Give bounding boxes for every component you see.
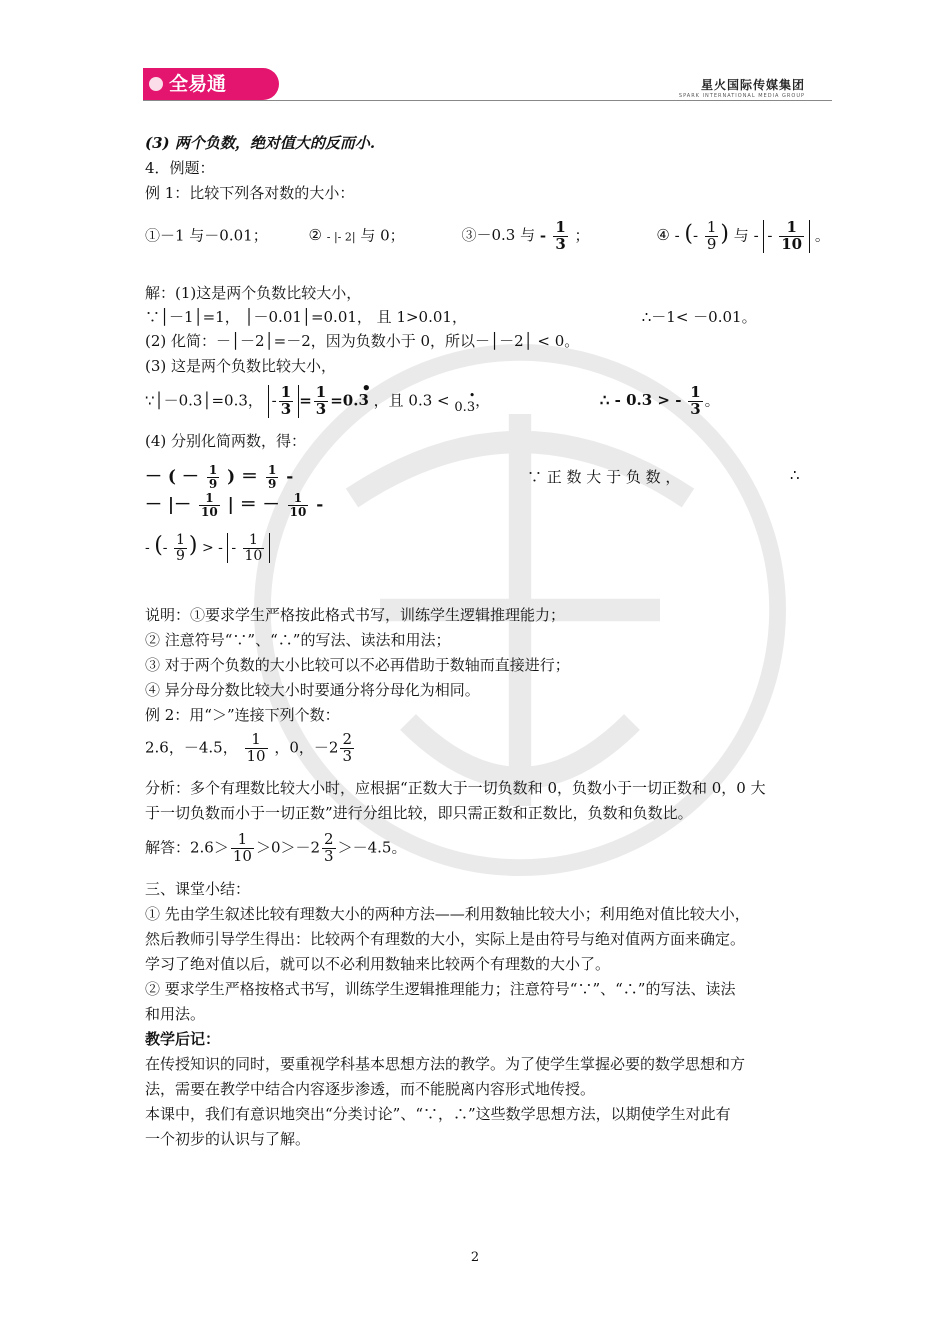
brand-name-en: SPARK INTERNATIONAL MEDIA GROUP — [678, 93, 805, 99]
positive-greater-than-negative: ∵ 正 数 大 于 负 数 ， — [527, 468, 681, 486]
denominator: 10 — [289, 505, 307, 519]
note-4: ④ 异分母分数比较大小时要通分将分母化为相同。 — [145, 681, 480, 699]
item-four-inner-sign: - — [693, 226, 703, 245]
denominator: 9 — [175, 547, 185, 564]
denominator: 3 — [315, 399, 327, 418]
comma: ， — [475, 391, 491, 410]
brand-logo: 全易通 — [143, 68, 279, 100]
denominator: 10 — [201, 505, 218, 519]
item-two-number: ② — [308, 226, 322, 245]
solution-three — [145, 379, 720, 418]
fraction-one-third-b — [314, 385, 328, 418]
numbers-mid: ，0，－2 — [274, 738, 339, 757]
numerator: 1 — [315, 383, 327, 401]
denominator: 3 — [280, 399, 292, 418]
fraction-one-ninth — [207, 464, 219, 490]
repeating-decimal-prefix: =0. — [330, 391, 359, 410]
summary-line-3: 学习了绝对值以后，就可以不必利用数轴来比较两个有理数的大小了。 — [145, 955, 611, 973]
example-one-title: 例 1：比较下列各对数的大小： — [145, 184, 355, 202]
abs-neg-tenth — [227, 533, 270, 563]
section-four-heading: 4．例题： — [145, 159, 215, 177]
repeating-digit-small — [466, 389, 476, 416]
solution-three-therefore: ∴ - 0.3 > - — [599, 391, 682, 410]
numerator: 1 — [231, 832, 254, 849]
denominator: 3 — [555, 234, 566, 253]
item-three-sign: - — [539, 226, 552, 245]
item-four-number: ④ — [656, 226, 670, 245]
simplify-row-one — [145, 462, 293, 491]
header-divider — [143, 100, 832, 101]
solution-three-and: ，且 0.3 < — [373, 391, 450, 410]
note-2: ② 注意符号“∵”、“∴”的写法、读法和用法； — [145, 631, 451, 649]
postscript-line-3: 本课中，我们有意识地突出“分类讨论”、“∵，∴”这些数学思想方法，以期使学生对此有 — [145, 1105, 731, 1123]
minus-sign: - — [271, 391, 277, 410]
row-two-mid: | ＝ － — [227, 495, 280, 515]
item-four-sign-b: - — [753, 226, 764, 245]
repeat-dot: • — [361, 379, 372, 398]
numerator: 1 — [208, 463, 218, 478]
brand-name-cn: 星火国际传媒集团 — [700, 78, 805, 92]
numerator: 2 — [324, 830, 334, 848]
solution-intro: 解：(1)这是两个负数比较大小， — [145, 284, 362, 302]
fraction-one-tenth-b — [288, 492, 309, 518]
repeating-digit — [358, 379, 372, 410]
postscript-line-1: 在传授知识的同时，要重视学科基本思想方法的教学。为了使学生掌握必要的数学思想和方 — [145, 1055, 746, 1073]
fraction-one-ninth — [705, 220, 719, 253]
summary-line-5: 和用法。 — [145, 1005, 206, 1023]
answer — [145, 832, 406, 865]
fraction-one-tenth — [199, 492, 220, 518]
row-one-tail: - — [286, 467, 294, 487]
digit: 3 — [466, 400, 476, 416]
answer-head: 解答：2.6＞ — [145, 838, 229, 857]
denominator: 9 — [267, 477, 277, 491]
repeating-decimal-small — [454, 389, 476, 416]
decimal-prefix: 0. — [454, 400, 467, 416]
row-one-mid: ) ＝ — [227, 467, 259, 487]
answer-mid: ＞0＞－2 — [255, 838, 321, 857]
denominator: 3 — [342, 746, 353, 765]
denominator: 10 — [232, 846, 252, 865]
numerator: 1 — [706, 218, 717, 236]
sign-a: - — [145, 540, 155, 557]
item-three-tail: ； — [574, 226, 590, 245]
abs-neg-third — [268, 385, 300, 418]
row-one-head: － ( － — [145, 467, 199, 487]
note-3: ③ 对于两个负数的大小比较可以不必再借助于数轴而直接进行； — [145, 656, 570, 674]
item-one: ①－1 与－0.01； — [145, 226, 268, 245]
row-two-head: － |－ — [145, 495, 192, 515]
numerator: 1 — [555, 218, 566, 236]
fraction-one-third — [553, 220, 567, 253]
item-four-and: 与 — [733, 226, 749, 245]
denominator: 10 — [244, 547, 263, 564]
rule-three: (3) 两个负数，绝对值大的反而小. — [145, 134, 376, 152]
postscript-title: 教学后记： — [145, 1030, 221, 1048]
analysis-line-1: 分析：多个有理数比较大小时，应根据“正数大于一切负数和 0，负数小于一切正数和 0，0 大 — [145, 779, 766, 797]
solution-one — [145, 306, 757, 327]
paren-open: ( — [154, 533, 163, 559]
item-four-tail: 。 — [814, 226, 830, 245]
fraction-one-tenth — [779, 220, 804, 253]
row-two-tail: - — [316, 495, 324, 515]
item-three-head: ③－0.3 与 — [461, 226, 536, 245]
simplify-row-two — [145, 490, 323, 519]
note-1: 说明：①要求学生严格按此格式书写，训练学生逻辑推理能力； — [145, 606, 566, 624]
paren-close: ) — [188, 533, 198, 559]
fraction-two-thirds — [340, 732, 354, 765]
fraction-one-third-c — [688, 385, 702, 418]
numerator: 2 — [342, 730, 353, 748]
numerator: 1 — [175, 532, 185, 548]
repeat-dot: • — [468, 389, 476, 403]
numerator: 1 — [267, 463, 277, 478]
denominator: 3 — [324, 846, 334, 865]
solution-one-therefore: ∴－1< －0.01。 — [641, 308, 757, 326]
analysis-line-2: 于一切负数而小于一切正数”进行分组比较，即只需正数和正数比，负数和负数比。 — [145, 804, 693, 822]
denominator: 10 — [246, 746, 266, 765]
publisher-brand — [679, 76, 805, 99]
numerator: 1 — [280, 383, 292, 401]
example-two-numbers — [145, 732, 356, 765]
solution-four-intro: (4) 分别化简两数，得： — [145, 432, 307, 450]
numbers-head: 2.6，－4.5， — [145, 738, 238, 757]
solution-three-intro: (3) 这是两个负数比较大小， — [145, 357, 337, 375]
therefore-symbol: ∴ — [790, 466, 800, 484]
item-four-sign: - — [674, 226, 685, 245]
numerator: 1 — [779, 220, 804, 237]
solution-two: (2) 化简：－│－2│=－2，因为负数小于 0，所以－│－2│ < 0。 — [145, 332, 580, 350]
example-two-title: 例 2：用“＞”连接下列个数： — [145, 706, 340, 724]
fraction-one-tenth — [243, 533, 265, 563]
denominator: 9 — [706, 234, 717, 253]
numerator: 1 — [199, 492, 220, 506]
numerator: 1 — [690, 383, 701, 401]
digit: 3 — [358, 391, 369, 410]
fraction-one-ninth-b — [266, 464, 278, 490]
fraction-one-third — [279, 385, 293, 418]
denominator: 9 — [208, 477, 218, 491]
denominator: 10 — [781, 234, 803, 253]
sign-d: - — [231, 540, 241, 557]
numerator: 1 — [243, 533, 265, 549]
postscript-line-2: 法，需要在教学中结合内容逐步渗透，而不能脱离内容形式地传授。 — [145, 1080, 596, 1098]
greater-sign: > - — [201, 540, 228, 557]
item-two-expr: - |- 2| — [326, 230, 356, 244]
solution-three-because: ∵│－0.3│=0.3， — [145, 391, 263, 410]
abs-inner-sign: - — [767, 226, 778, 245]
page-number: 2 — [470, 1250, 480, 1265]
postscript-line-4: 一个初步的认识与了解。 — [145, 1130, 311, 1148]
solution-one-because: ∵│－1│=1， │－0.01│=0.01， 且 1>0.01， — [145, 308, 467, 326]
answer-tail: ＞－4.5。 — [337, 838, 407, 857]
paren-close: ) — [720, 221, 729, 247]
paren-open: ( — [684, 221, 693, 247]
example-one-items — [145, 220, 830, 253]
abs-value — [763, 220, 810, 253]
period: 。 — [704, 391, 720, 410]
fraction-one-ninth — [174, 533, 187, 563]
fraction-one-tenth — [245, 732, 268, 765]
numerator: 1 — [288, 492, 309, 506]
numerator: 1 — [245, 732, 268, 749]
summary-title: 三、课堂小结： — [145, 880, 251, 898]
sign-b: - — [162, 540, 172, 557]
fraction-one-tenth — [231, 832, 254, 865]
equals: = — [299, 391, 312, 410]
denominator: 3 — [690, 399, 701, 418]
item-two-tail: 与 0； — [360, 226, 405, 245]
solution-four-conclusion — [145, 533, 270, 563]
summary-line-1: ① 先由学生叙述比较有理数大小的两种方法——利用数轴比较大小；利用绝对值比较大小， — [145, 905, 750, 923]
summary-line-4: ② 要求学生严格按格式书写，训练学生逻辑推理能力；注意符号“∵”、“∴”的写法、读法 — [145, 980, 736, 998]
fraction-two-thirds — [322, 832, 336, 865]
summary-line-2: 然后教师引导学生得出：比较两个有理数的大小，实际上是由符号与绝对值两方面来确定。 — [145, 930, 746, 948]
